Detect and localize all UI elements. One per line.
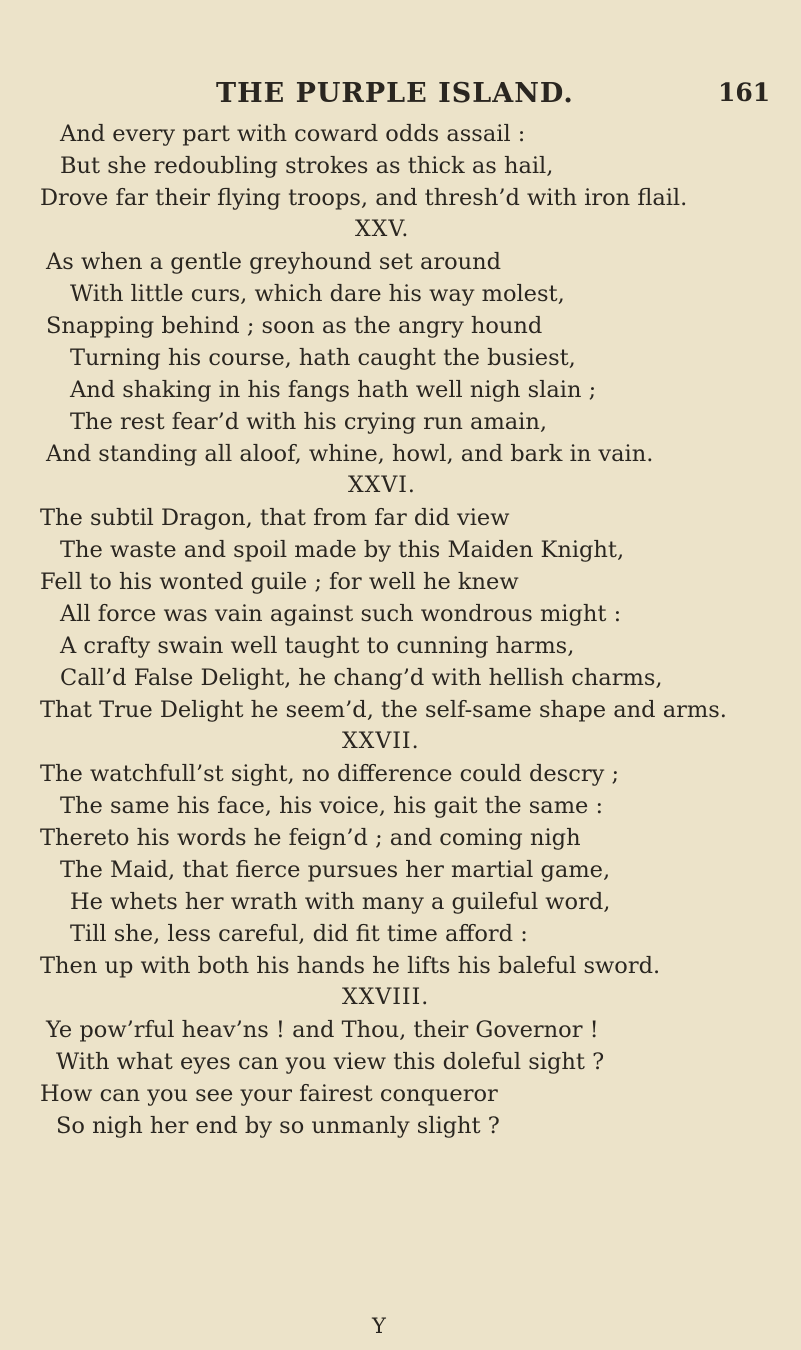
verse-line: As when a gentle greyhound set around: [46, 249, 502, 275]
verse-line: A crafty swain well taught to cunning harms,: [60, 633, 575, 659]
verse-line: Call’d False Delight, he chang’d with hellish charms,: [60, 665, 663, 691]
verse-line: Fell to his wonted guile ; for well he knew: [40, 569, 519, 595]
verse-line: Then up with both his hands he lifts his baleful sword.: [40, 953, 661, 979]
verse-line: He whets her wrath with many a guileful word,: [70, 889, 611, 915]
verse-line: The watchfull’st sight, no difference could descry ;: [40, 761, 620, 787]
verse-line: So nigh her end by so unmanly slight ?: [56, 1113, 500, 1139]
verse-line: And shaking in his fangs hath well nigh slain ;: [70, 377, 597, 403]
stanza-number: XXV.: [355, 217, 410, 242]
verse-line: The Maid, that fierce pursues her martial game,: [60, 857, 611, 883]
verse-line: Turning his course, hath caught the busiest,: [70, 345, 576, 371]
verse-line: And every part with coward odds assail :: [60, 121, 526, 147]
page-header: [0, 78, 801, 118]
stanza-number: XXVII.: [342, 729, 420, 754]
verse-line: And standing all aloof, whine, howl, and bark in vain.: [46, 441, 654, 467]
verse-line: Drove far their flying troops, and thresh’d with iron flail.: [40, 185, 688, 211]
verse-line: With little curs, which dare his way molest,: [70, 281, 565, 307]
verse-line: But she redoubling strokes as thick as hail,: [60, 153, 554, 179]
verse-line: The waste and spoil made by this Maiden Knight,: [60, 537, 625, 563]
verse-line: The rest fear’d with his crying run amain,: [70, 409, 548, 435]
verse-line: All force was vain against such wondrous might :: [60, 601, 622, 627]
verse-line: The same his face, his voice, his gait the same :: [60, 793, 604, 819]
verse-line: Ye pow’rful heav’ns ! and Thou, their Governor !: [46, 1017, 599, 1043]
stanza-number: XXVI.: [348, 473, 416, 498]
verse-line: How can you see your fairest conqueror: [40, 1081, 498, 1107]
verse-line: With what eyes can you view this doleful sight ?: [56, 1049, 605, 1075]
verse-line: Thereto his words he feign’d ; and coming nigh: [40, 825, 581, 851]
signature-mark: Y: [372, 1314, 386, 1338]
running-head: THE PURPLE ISLAND.: [216, 78, 574, 109]
stanza-number: XXVIII.: [342, 985, 430, 1010]
verse-line: Till she, less careful, did fit time afford :: [70, 921, 528, 947]
verse-line: The subtil Dragon, that from far did view: [40, 505, 510, 531]
verse-line: Snapping behind ; soon as the angry hound: [46, 313, 543, 339]
verse-line: That True Delight he seem’d, the self-same shape and arms.: [40, 697, 727, 723]
page-number: 161: [718, 78, 771, 107]
